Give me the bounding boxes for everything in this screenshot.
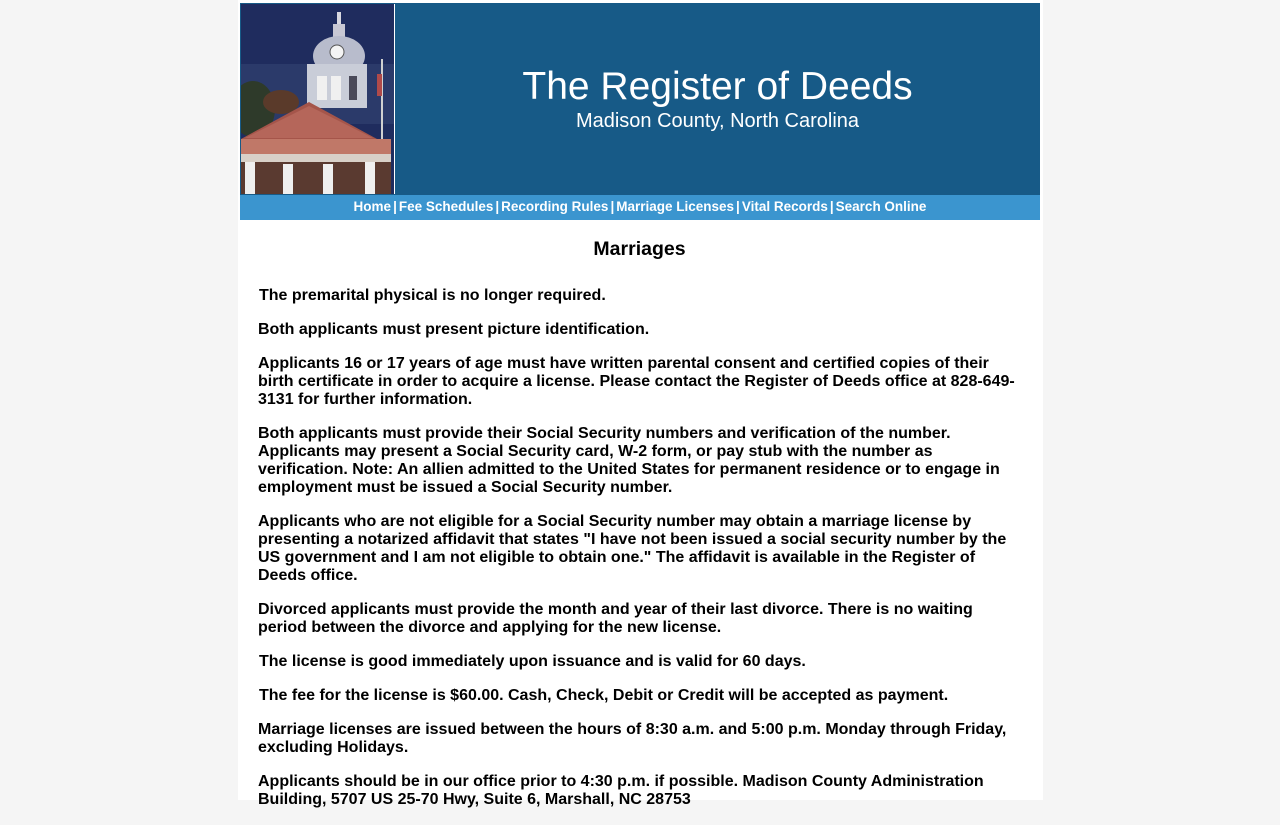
paragraph-hours: Marriage licenses are issued between the hours of 8:30 a.m. and 5:00 p.m. Monday through Friday, excluding Holidays. (258, 721, 1007, 756)
nav-separator: | (736, 199, 740, 214)
paragraph-affidavit: Applicants who are not eligible for a Social Security number may obtain a marriage license by presenting a notarized affidavit that states "I have not been issued a social security number by the US government and I am not eligible to obtain one." The affidavit is available in the Register of Deeds office. (258, 513, 1007, 584)
main-nav (240, 195, 1040, 220)
nav-search-online[interactable]: Search Online (835, 199, 927, 214)
paragraph-divorced: Divorced applicants must provide the month and year of their last divorce. There is no waiting period between the divorce and applying for the new license. (258, 601, 973, 636)
paragraph-location: Applicants should be in our office prior to 4:30 p.m. if possible. Madison County Administration Building, 5707 US 25-70 Hwy, Suite 6, Marshall, NC 28753 (258, 773, 984, 808)
nav-vital-records[interactable]: Vital Records (741, 199, 828, 214)
site-title: The Register of Deeds (522, 65, 913, 108)
paragraph-minors: Applicants 16 or 17 years of age must have written parental consent and certified copies of their birth certificate in order to acquire a license. Please contact the Register of Deeds office at 828-649-3131 for further information. (258, 355, 1015, 408)
paragraph-premarital: The premarital physical is no longer required. (259, 287, 606, 304)
nav-separator: | (610, 199, 615, 214)
paragraph-validity: The license is good immediately upon issuance and is valid for 60 days. (259, 653, 806, 670)
nav-separator: | (393, 199, 397, 214)
site-subtitle: Madison County, North Carolina (575, 110, 860, 132)
paragraph-identification: Both applicants must present picture identification. (258, 321, 650, 338)
nav-marriage-licenses[interactable]: Marriage Licenses (616, 199, 735, 214)
site-header (240, 3, 1040, 195)
courthouse-image-icon (241, 4, 394, 194)
nav-separator: | (829, 199, 834, 214)
nav-separator: | (495, 199, 500, 214)
nav-recording-rules[interactable]: Recording Rules (501, 199, 609, 214)
paragraph-social-security: Both applicants must provide their Social Security numbers and verification of the number. Applicants may present a Social Security card, W-2 form, or pay stub with the number as verification. Note: An allien admitted to the United States for permanent residence or to engage in employment must be issued a Social Security number. (258, 425, 1000, 496)
page-title: Marriages (593, 238, 686, 260)
paragraph-fee: The fee for the license is $60.00. Cash, Check, Debit or Credit will be accepted as payment. (259, 687, 949, 704)
main-content (258, 287, 1020, 825)
nav-home[interactable]: Home (353, 199, 392, 214)
page-container (238, 0, 1043, 808)
nav-fee-schedules[interactable]: Fee Schedules (398, 199, 494, 214)
site-title-block (395, 3, 1040, 195)
courthouse-photo (241, 4, 395, 194)
